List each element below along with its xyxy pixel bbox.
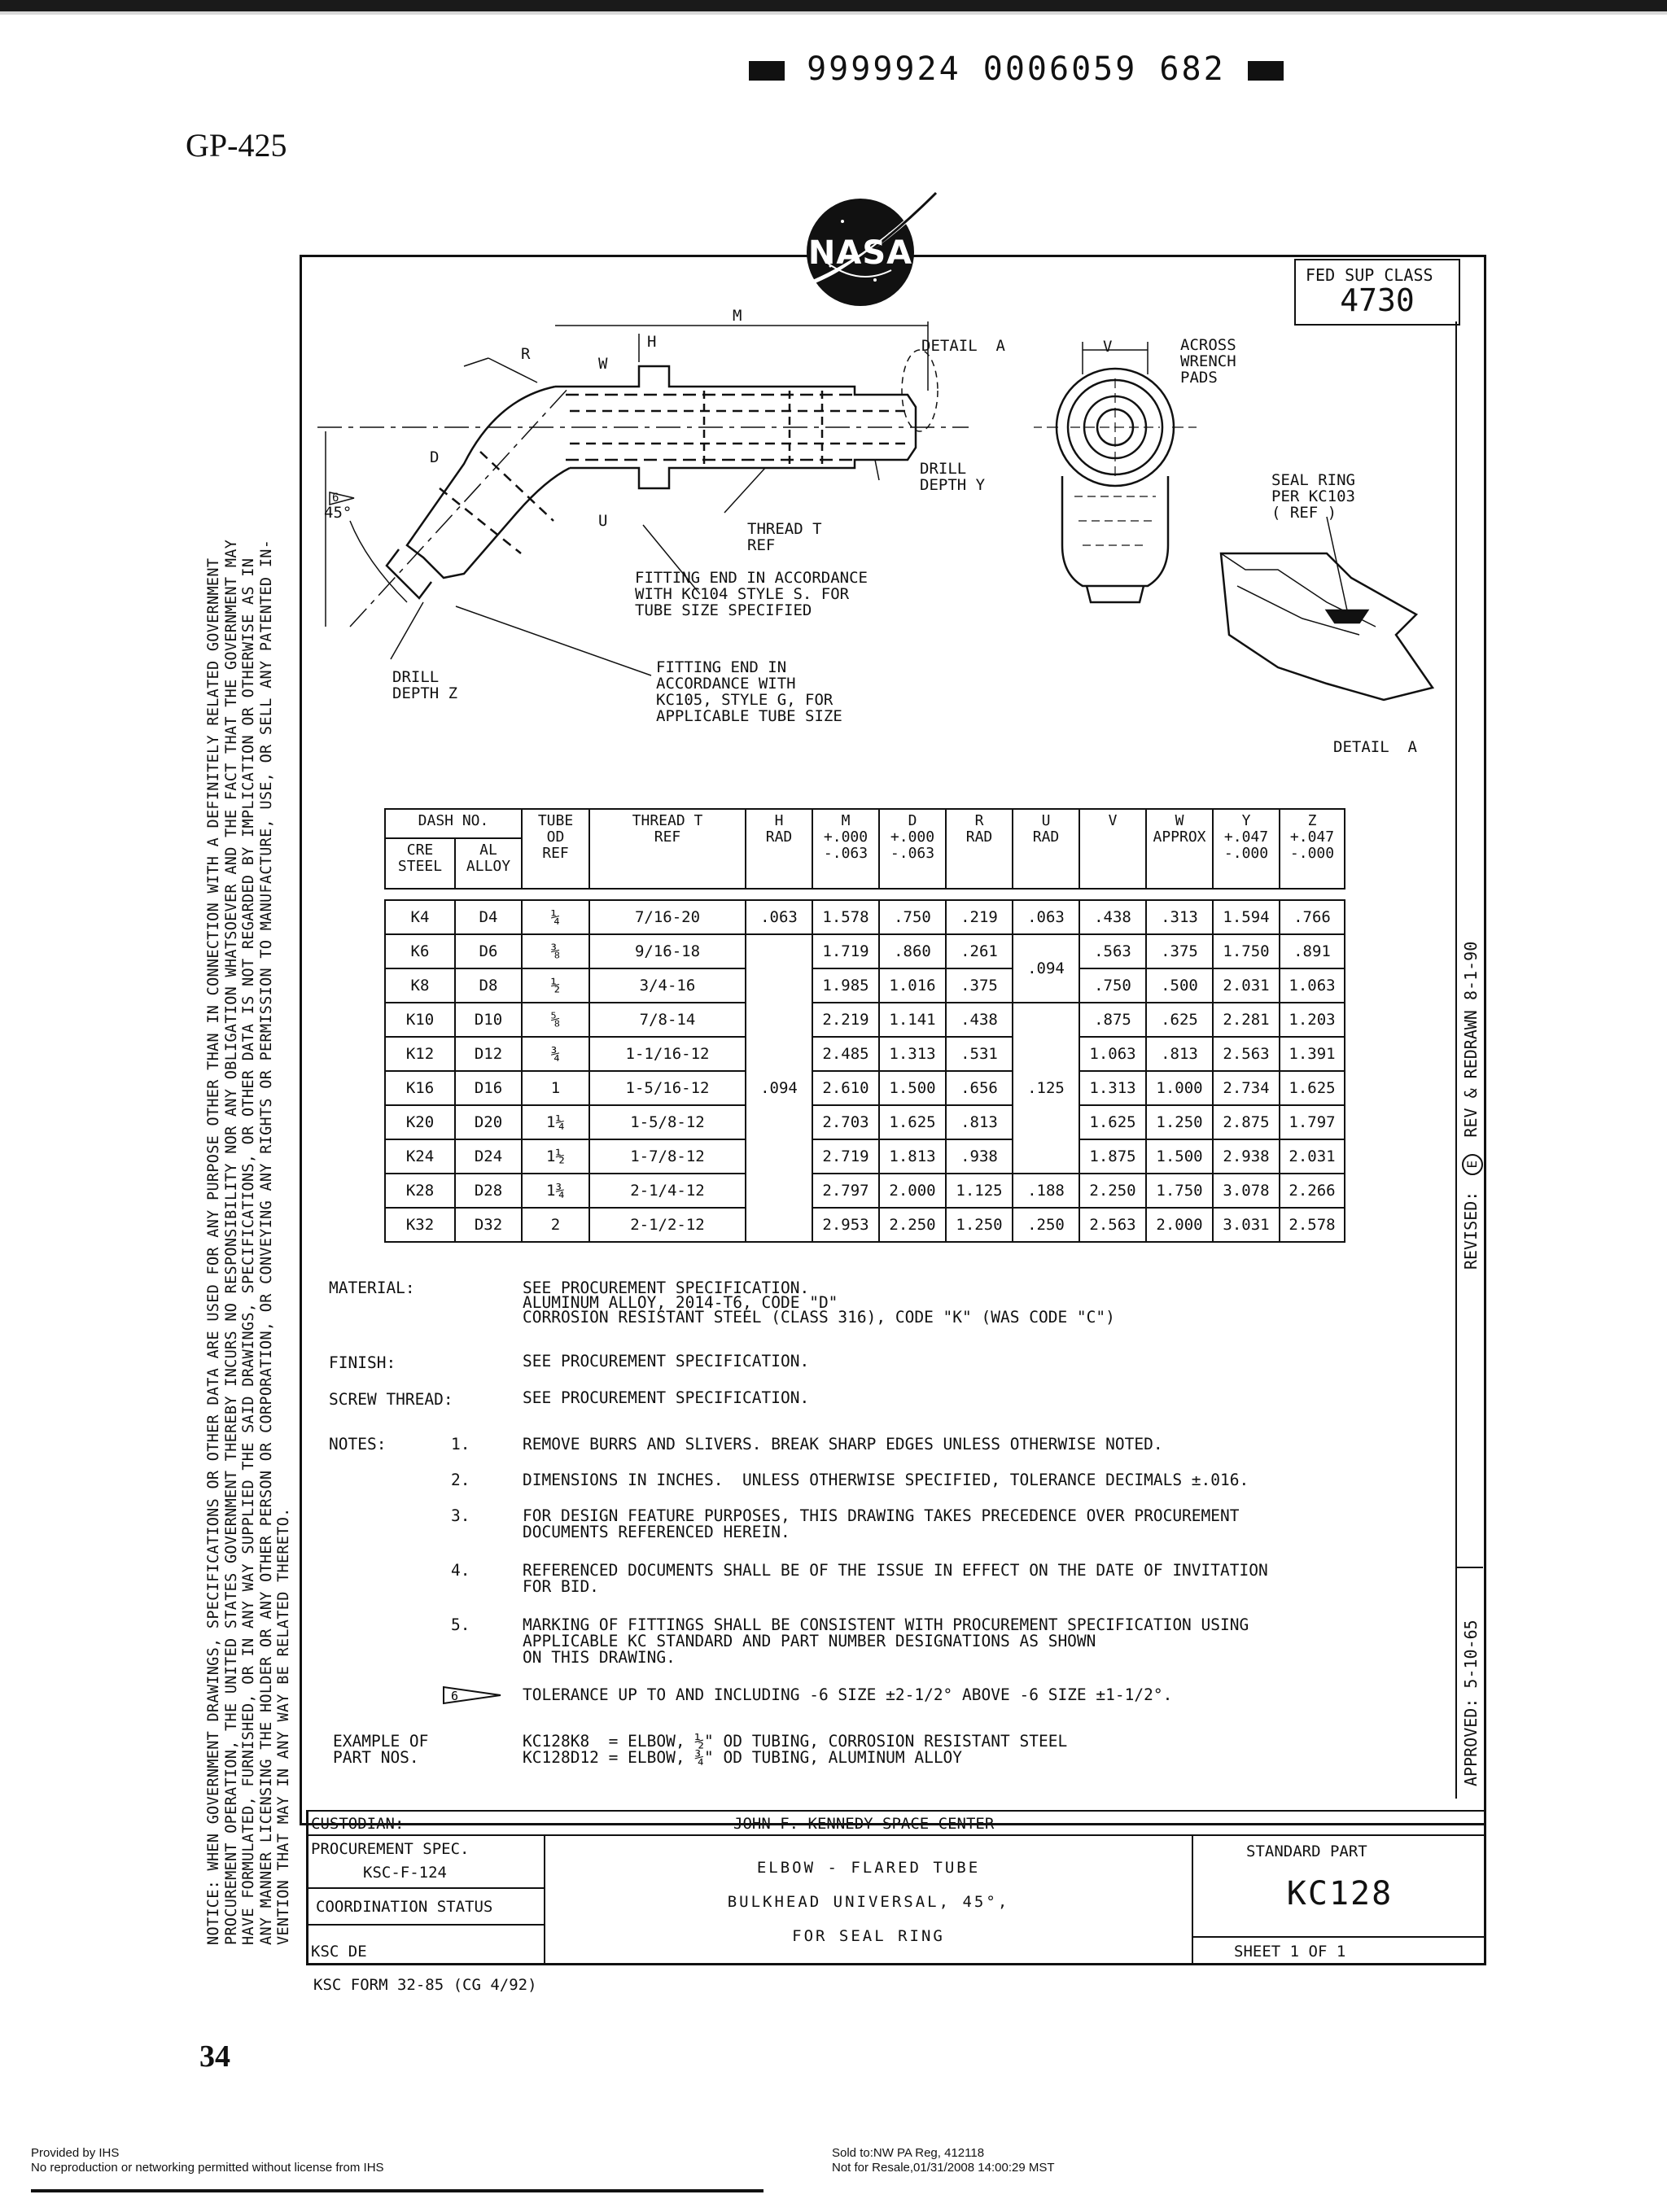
cell-d: 1.313 [879,1037,946,1071]
procurement-spec-label: PROCUREMENT SPEC. [311,1840,470,1858]
cell-d: .860 [879,934,946,968]
cell-r: .813 [946,1105,1013,1139]
cell-cre: K16 [385,1071,455,1105]
document-id: GP-425 [186,127,287,164]
header-tube-od: TUBE OD REF [522,809,589,889]
cell-w: .375 [1146,934,1213,968]
screw-thread-label: SCREW THREAD: [329,1390,453,1409]
cell-r: 1.125 [946,1174,1013,1208]
footer-provider: Provided by IHS [31,2146,120,2160]
flag-note-text: TOLERANCE UP TO AND INCLUDING -6 SIZE ±2-1/2° ABOVE -6 SIZE ±1-1/2°. [523,1685,1173,1704]
cell-cre: K6 [385,934,455,968]
part-number: KC128 [1286,1875,1394,1913]
dimension-v: V [1103,338,1113,356]
cell-w: .625 [1146,1003,1213,1037]
dimension-r: R [521,345,531,363]
cell-v: .875 [1079,1003,1146,1037]
cell-m: 2.703 [812,1105,879,1139]
cell-v: 1.875 [1079,1139,1146,1174]
cell-cre: K32 [385,1208,455,1242]
approved-date: APPROVED: 5-10-65 [1461,1620,1481,1786]
cell-al: D4 [455,900,522,934]
notes-section [329,1280,1452,1785]
rev-letter: E [1462,1154,1483,1175]
title-line-1: ELBOW - FLARED TUBE [756,1859,981,1877]
cell-cre: K20 [385,1105,455,1139]
finish-value: SEE PROCUREMENT SPECIFICATION. [523,1352,810,1370]
page-number: 34 [199,2039,230,2074]
cell-y: 2.031 [1213,968,1280,1003]
cell-r: .656 [946,1071,1013,1105]
cell-m: 2.219 [812,1003,879,1037]
barcode-block-left [749,61,785,81]
cell-w: 1.250 [1146,1105,1213,1139]
cell-al: D12 [455,1037,522,1071]
cell-u: .250 [1013,1208,1079,1242]
cell-h-merged: .094 [746,934,812,1242]
cell-cre: K12 [385,1037,455,1071]
coordination-status-label: COORDINATION STATUS [316,1898,493,1916]
cell-u: .063 [1013,900,1079,934]
elbow-tip [387,549,431,598]
cell-u-merged: .125 [1013,1003,1079,1174]
cell-m: 1.578 [812,900,879,934]
cell-thread: 1-5/16-12 [589,1071,746,1105]
cell-tube: ¾ [522,1037,589,1071]
note-text: REFERENCED DOCUMENTS SHALL BE OF THE ISSUE IN EFFECT ON THE DATE OF INVITATION FOR BID. [523,1561,1268,1596]
note-number: 1. [451,1435,470,1454]
example-label: EXAMPLE OF PART NOS. [333,1732,429,1767]
detail-a-ref: DETAIL A [921,337,1005,355]
detail-a-title: DETAIL A [1333,738,1417,756]
dimension-m: M [733,307,742,325]
cell-thread: 3/4-16 [589,968,746,1003]
footer-sold-to: Sold to:NW PA Reg, 412118 [832,2146,985,2160]
footer-right [832,2146,1055,2175]
material-line-1: SEE PROCUREMENT SPECIFICATION. [523,1279,810,1297]
technical-drawing [301,277,1457,781]
header-w: W APPROX [1146,809,1213,889]
leader-line [724,468,765,513]
cell-z: 1.625 [1280,1071,1345,1105]
cell-r: .375 [946,968,1013,1003]
legal-notice [205,224,295,1945]
header-h: H RAD [746,809,812,889]
cell-z: 1.797 [1280,1105,1345,1139]
header-d: D +.000 -.063 [879,809,946,889]
dimension-h: H [647,333,657,351]
dimension-u: U [598,512,608,530]
scan-top-border [0,0,1667,11]
cell-al: D8 [455,968,522,1003]
procurement-spec-value: KSC-F-124 [363,1864,447,1882]
cell-tube: 1 [522,1071,589,1105]
flag-note-symbol [440,1685,505,1706]
cell-y: 2.734 [1213,1071,1280,1105]
drill-depth-y: DRILL DEPTH Y [920,460,986,494]
cell-y: 1.750 [1213,934,1280,968]
revised-label: REVISED: [1461,1191,1481,1270]
cell-al: D16 [455,1071,522,1105]
footer-license: No reproduction or networking permitted without license from IHS [31,2161,384,2175]
header-u: U RAD [1013,809,1079,889]
leader-line [875,460,879,480]
dimension-w: W [598,355,608,373]
fitting-body-outline [555,366,916,488]
center-line-angled [350,387,570,627]
cell-z: 2.266 [1280,1174,1345,1208]
cell-m: 1.985 [812,968,879,1003]
seal-ring-section [1327,610,1367,623]
cell-z: 1.203 [1280,1003,1345,1037]
seal-ring-note: SEAL RING PER KC103 ( REF ) [1271,471,1355,522]
cell-v: 2.563 [1079,1208,1146,1242]
cell-al: D24 [455,1139,522,1174]
cell-d: 1.625 [879,1105,946,1139]
custodian-value: JOHN F. KENNEDY SPACE CENTER [733,1815,995,1833]
cell-m: 2.485 [812,1037,879,1071]
dimension-table [384,808,1345,1243]
cell-y: 3.031 [1213,1208,1280,1242]
cell-y: 2.938 [1213,1139,1280,1174]
cell-d: 1.813 [879,1139,946,1174]
notice-line: NOTICE: WHEN GOVERNMENT DRAWINGS, SPECIFICATIONS OR OTHER DATA ARE USED FOR ANY PURPOSE OTHER THAN IN CONNECTION WITH A DEFINITELY RELATED GOVERNMENT [205,557,222,1945]
ksc-de: KSC DE [311,1943,367,1961]
cell-v: 1.625 [1079,1105,1146,1139]
cell-y: 1.594 [1213,900,1280,934]
cell-w: 1.750 [1146,1174,1213,1208]
cell-al: D6 [455,934,522,968]
note-number: 2. [451,1471,470,1489]
footer-left [31,2146,384,2175]
scan-top-shadow [0,11,1667,15]
angle-label: 45° [324,504,352,522]
footer-rule [31,2189,763,2192]
cell-tube: ½ [522,968,589,1003]
header-al-alloy: AL ALLOY [455,838,522,889]
cell-cre: K10 [385,1003,455,1037]
note-number: 3. [451,1506,470,1525]
material-line-3: CORROSION RESISTANT STEEL (CLASS 316), CODE "K" (WAS CODE "C") [523,1308,1115,1327]
cell-al: D32 [455,1208,522,1242]
title-block [306,1810,1486,1965]
cell-tube: ⅜ [522,934,589,968]
cell-w: .500 [1146,968,1213,1003]
cell-v: .750 [1079,968,1146,1003]
cell-z: .891 [1280,934,1345,968]
detail-a-section [1221,553,1433,700]
cell-thread: 1-1/16-12 [589,1037,746,1071]
cell-v: .438 [1079,900,1146,934]
notice-line: HAVE FORMULATED, FURNISHED, OR IN ANY WAY SUPPLIED THE SAID DRAWINGS, SPECIFICATIONS, OR OTHER DATA IS NOT REGARDED BY IMPLICATION OR OTHERWISE AS IN [240,557,257,1945]
cell-cre: K24 [385,1139,455,1174]
cell-r: .938 [946,1139,1013,1174]
header-y: Y +.047 -.000 [1213,809,1280,889]
sheet-number: SHEET 1 OF 1 [1234,1943,1346,1961]
cell-thread: 1-7/8-12 [589,1139,746,1174]
cell-r: 1.250 [946,1208,1013,1242]
note-number: 5. [451,1615,470,1634]
notice-line: ANY MANNER LICENSING THE HOLDER OR ANY OTHER PERSON OR CORPORATION, OR CONVEYING ANY RIGHTS OR PERMISSION TO MANUFACTURE, USE, OR SELL ANY PATENTED IN- [257,539,275,1945]
form-number: KSC FORM 32-85 (CG 4/92) [313,1976,537,1994]
cell-u-merged: .094 [1013,934,1079,1003]
cell-r: .261 [946,934,1013,968]
cell-al: D20 [455,1105,522,1139]
cell-d: 2.000 [879,1174,946,1208]
cell-v: 2.250 [1079,1174,1146,1208]
cell-d: 2.250 [879,1208,946,1242]
cell-u: .188 [1013,1174,1079,1208]
cell-z: 1.063 [1280,968,1345,1003]
cell-z: .766 [1280,900,1345,934]
note-number: 4. [451,1561,470,1580]
fitting-end-note-2: FITTING END IN ACCORDANCE WITH KC105, STYLE G, FOR APPLICABLE TUBE SIZE [656,658,842,725]
cell-tube: 2 [522,1208,589,1242]
cell-w: 2.000 [1146,1208,1213,1242]
header-cre-steel: CRE STEEL [385,838,455,889]
cell-d: .750 [879,900,946,934]
cell-al: D28 [455,1174,522,1208]
cell-z: 2.031 [1280,1139,1345,1174]
barcode [749,50,1284,88]
rev-text: REV & REDRAWN 8-1-90 [1461,941,1481,1138]
cell-v: .563 [1079,934,1146,968]
standard-part-label: STANDARD PART [1246,1843,1367,1860]
cell-v: 1.313 [1079,1071,1146,1105]
cell-m: 2.797 [812,1174,879,1208]
cell-w: .813 [1146,1037,1213,1071]
revision-divider [1455,1567,1483,1568]
cell-y: 3.078 [1213,1174,1280,1208]
cell-cre: K8 [385,968,455,1003]
barcode-block-right [1248,61,1284,81]
cell-d: 1.016 [879,968,946,1003]
cell-tube: ⅝ [522,1003,589,1037]
cell-d: 1.141 [879,1003,946,1037]
cell-thread: 2-1/2-12 [589,1208,746,1242]
cell-y: 2.875 [1213,1105,1280,1139]
cell-r: .219 [946,900,1013,934]
header-m: M +.000 -.063 [812,809,879,889]
header-v: V [1079,809,1146,889]
cell-thread: 7/8-14 [589,1003,746,1037]
header-r: R RAD [946,809,1013,889]
cell-tube: ¼ [522,900,589,934]
flag-number: 6 [332,492,339,505]
end-view-side [1062,476,1168,586]
custodian-label: CUSTODIAN: [311,1815,405,1833]
cell-al: D10 [455,1003,522,1037]
elbow-outline [407,387,570,578]
fitting-end-note-1: FITTING END IN ACCORDANCE WITH KC104 STYLE S. FOR TUBE SIZE SPECIFIED [635,569,868,619]
cell-m: 2.953 [812,1208,879,1242]
cell-tube: 1½ [522,1139,589,1174]
note-text: DIMENSIONS IN INCHES. UNLESS OTHERWISE SPECIFIED, TOLERANCE DECIMALS ±.016. [523,1471,1249,1489]
cell-w: .313 [1146,900,1213,934]
note-text: MARKING OF FITTINGS SHALL BE CONSISTENT WITH PROCUREMENT SPECIFICATION USING APPLICABLE KC STANDARD AND PART NUMBER DESIGNATIONS AS SHOWN ON THIS DRAWING. [523,1615,1249,1667]
leader-line [391,602,423,659]
header-thread-t: THREAD T REF [589,809,746,889]
cell-thread: 7/16-20 [589,900,746,934]
flag-note-number: 6 [451,1689,459,1703]
note-text: FOR DESIGN FEATURE PURPOSES, THIS DRAWING TAKES PRECEDENCE OVER PROCUREMENT DOCUMENTS REFERENCED HEREIN. [523,1506,1240,1541]
finish-label: FINISH: [329,1353,396,1372]
cell-tube: 1¾ [522,1174,589,1208]
cell-z: 2.578 [1280,1208,1345,1242]
header-dash-no: DASH NO. [385,809,522,838]
drill-depth-z: DRILL DEPTH Z [392,668,458,702]
barcode-text: 9999924 0006059 682 [807,50,1226,88]
screw-thread-value: SEE PROCUREMENT SPECIFICATION. [523,1388,810,1407]
detail-a-callout [902,350,938,431]
cell-thread: 1-5/8-12 [589,1105,746,1139]
example-part-1: KC128K8 = ELBOW, ½" OD TUBING, CORROSION RESISTANT STEEL [523,1732,1068,1751]
fed-sup-class-label: FED SUP CLASS [1306,265,1433,285]
cell-h: .063 [746,900,812,934]
material-label: MATERIAL: [329,1279,415,1297]
cell-y: 2.563 [1213,1037,1280,1071]
cell-cre: K28 [385,1174,455,1208]
cell-r: .438 [946,1003,1013,1037]
cell-thread: 9/16-18 [589,934,746,968]
revision-label [1461,942,1483,1270]
footer-resale: Not for Resale,01/31/2008 14:00:29 MST [832,2161,1055,2175]
header-z: Z +.047 -.000 [1280,809,1345,889]
angle-arc [350,521,407,602]
example-part-2: KC128D12 = ELBOW, ¾" OD TUBING, ALUMINUM ALLOY [523,1748,963,1767]
cell-thread: 2-1/4-12 [589,1174,746,1208]
cell-d: 1.500 [879,1071,946,1105]
cell-w: 1.000 [1146,1071,1213,1105]
nasa-logo-text: NASA [807,234,913,272]
notice-line: PROCUREMENT OPERATION, THE UNITED STATES GOVERNMENT THEREBY INCURS NO RESPONSIBILITY NOR ANY OBLIGATION WHATSOEVER AND THE FACT THAT THE GOVERNMENT MAY [222,539,240,1945]
cell-m: 2.610 [812,1071,879,1105]
cell-m: 2.719 [812,1139,879,1174]
cell-tube: 1¼ [522,1105,589,1139]
cell-r: .531 [946,1037,1013,1071]
cell-m: 1.719 [812,934,879,968]
dimension-d: D [430,448,440,466]
thread-t-label: THREAD T REF [747,520,822,554]
across-wrench-pads: ACROSS WRENCH PADS [1180,336,1236,387]
cell-w: 1.500 [1146,1139,1213,1174]
cell-cre: K4 [385,900,455,934]
cell-y: 2.281 [1213,1003,1280,1037]
leader-line [456,606,651,675]
cell-z: 1.391 [1280,1037,1345,1071]
note-text: REMOVE BURRS AND SLIVERS. BREAK SHARP EDGES UNLESS OTHERWISE NOTED. [523,1435,1163,1454]
notice-line: VENTION THAT MAY IN ANY WAY BE RELATED THERETO. [275,1507,292,1945]
material-line-2: ALUMINUM ALLOY, 2014-T6, CODE "D" [523,1293,838,1312]
title-line-3: FOR SEAL RING [792,1927,945,1945]
cell-v: 1.063 [1079,1037,1146,1071]
notes-label: NOTES: [329,1435,387,1454]
fed-sup-class-value: 4730 [1340,282,1415,318]
title-line-2: BULKHEAD UNIVERSAL, 45°, [727,1893,1010,1911]
